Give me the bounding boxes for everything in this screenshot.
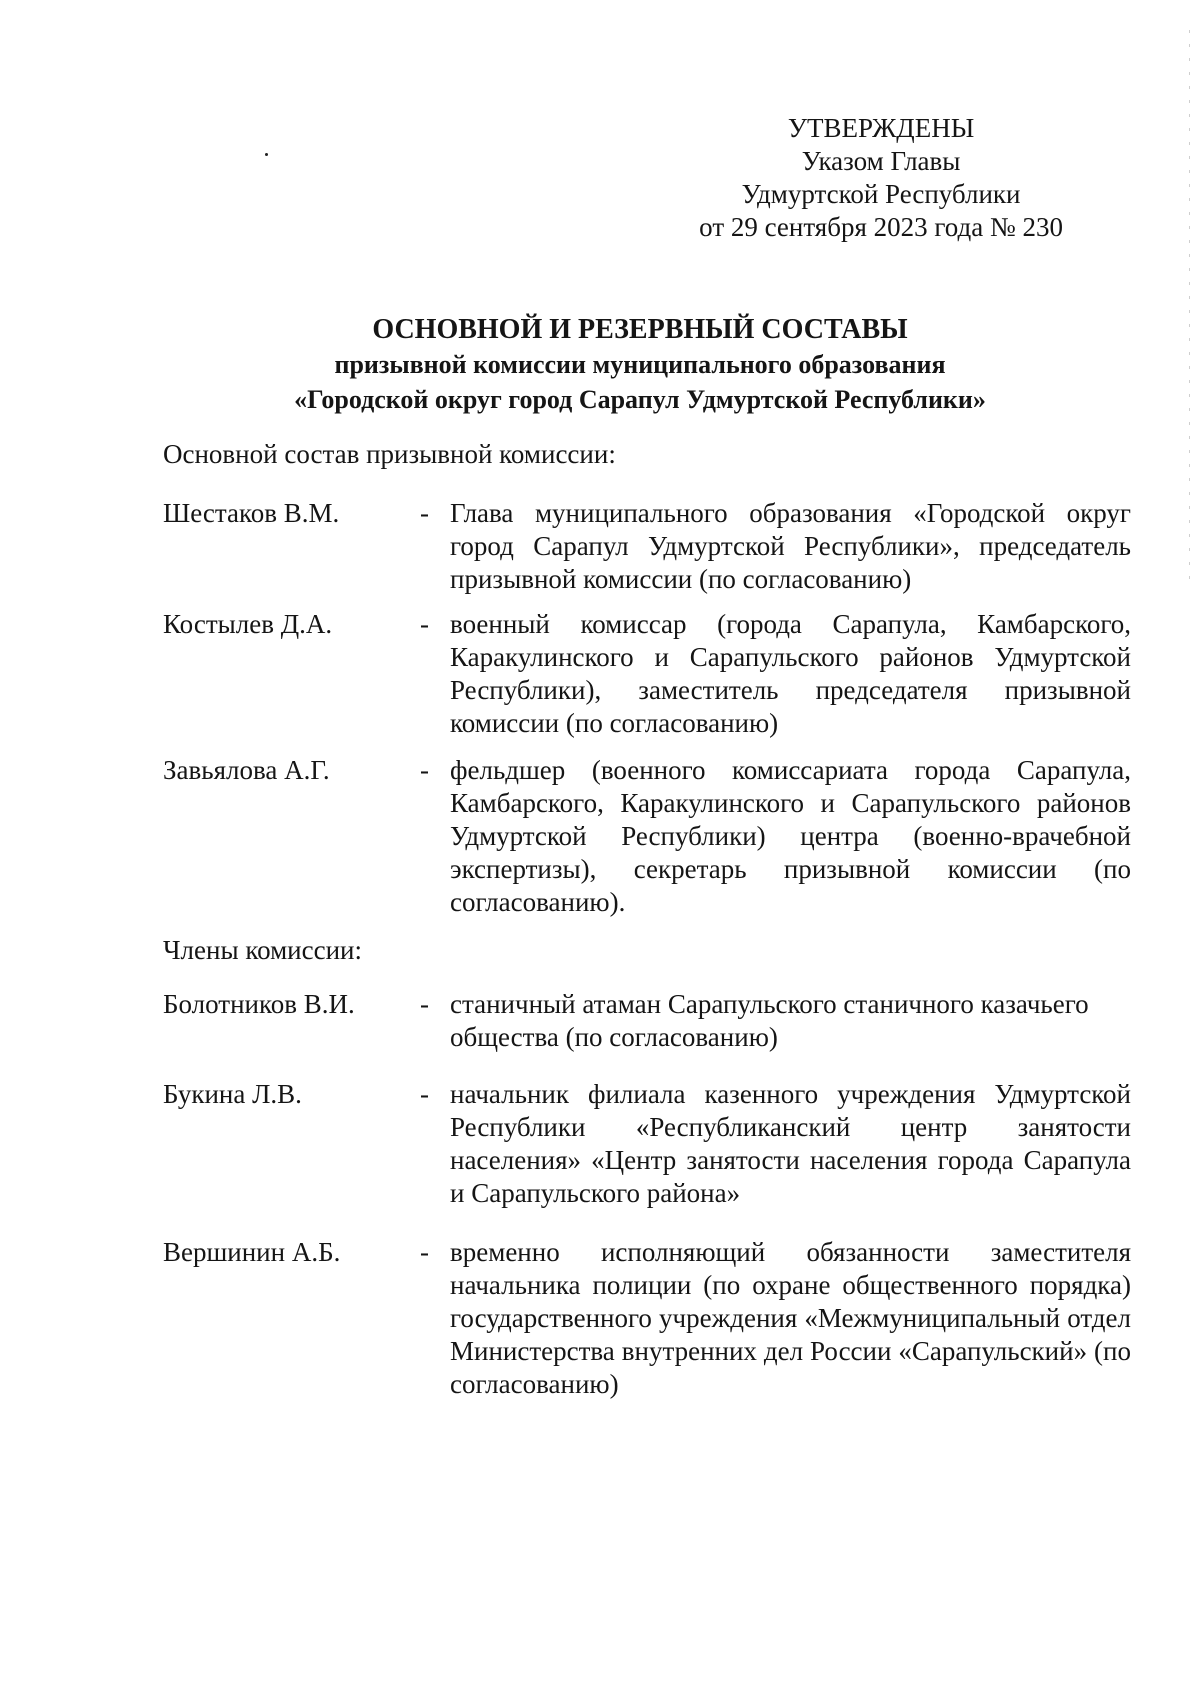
section-heading-members: Члены комиссии: [163, 935, 362, 965]
member-position: фельдшер (военного комиссариата города Сарапула, Камбарского, Каракулинского и Сарапульского районов Удмуртской Республики) центра (военно-врачебной экспертизы), секретарь призывной комиссии (по согласованию). [450, 755, 1131, 917]
approval-line: УТВЕРЖДЕНЫ [787, 113, 975, 143]
scan-dot [265, 153, 268, 156]
approval-line: от 29 сентября 2023 года № 230 [699, 212, 1063, 242]
member-name: Вершинин А.Б. [163, 1237, 341, 1267]
member-dash: - [420, 498, 429, 528]
approval-stamp [699, 112, 1063, 244]
member-dash: - [420, 609, 429, 639]
approval-line: Удмуртской Республики [741, 179, 1021, 209]
member-dash: - [420, 989, 429, 1019]
member-name: Шестаков В.М. [163, 498, 340, 528]
member-position: станичный атаман Сарапульского станичного казачьего общества (по согласованию) [450, 989, 1089, 1052]
member-dash: - [420, 1079, 429, 1109]
member-position: военный комиссар (города Сарапула, Камбарского, Каракулинского и Сарапульского районов Удмуртской Республики), заместитель председателя призывной комиссии (по согласованию) [450, 609, 1131, 738]
member-name: Букина Л.В. [163, 1079, 302, 1109]
member-position: Глава муниципального образования «Городской округ город Сарапул Удмуртской Республики», председатель призывной комиссии (по согласованию) [450, 498, 1131, 594]
member-name: Завьялова А.Г. [163, 755, 330, 785]
member-name: Болотников В.И. [163, 989, 355, 1019]
document-title [160, 313, 1120, 417]
section-heading-main: Основной состав призывной комиссии: [163, 439, 616, 469]
title-main: ОСНОВНОЙ И РЕЗЕРВНЫЙ СОСТАВЫ [372, 314, 908, 345]
scan-margin-marks [1189, 30, 1190, 590]
approval-line: Указом Главы [801, 146, 961, 176]
member-dash: - [420, 1237, 429, 1267]
member-name: Костылев Д.А. [163, 609, 333, 639]
member-dash: - [420, 755, 429, 785]
title-subtitle: «Городской округ город Сарапул Удмуртской Республики» [294, 385, 986, 414]
member-position: начальник филиала казенного учреждения Удмуртской Республики «Республиканский центр занятости населения» «Центр занятости населения города Сарапула и Сарапульского района» [450, 1079, 1131, 1208]
member-position: временно исполняющий обязанности заместителя начальника полиции (по охране общественного порядка) государственного учреждения «Межмуниципальный отдел Министерства внутренних дел России «Сарапульский» (по согласованию) [450, 1237, 1131, 1399]
title-subtitle: призывной комиссии муниципального образования [334, 350, 946, 379]
